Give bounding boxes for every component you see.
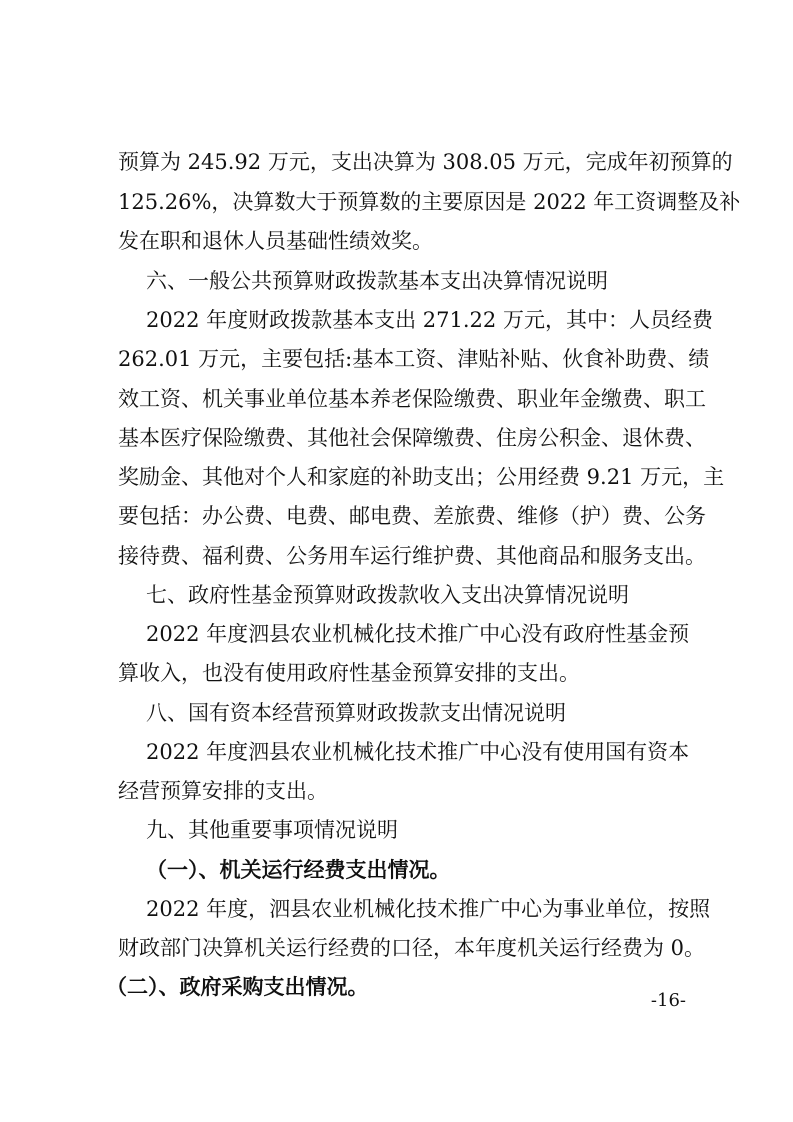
section-heading-6: 六、一般公共预算财政拨款基本支出决算情况说明 (146, 269, 608, 293)
paragraph-line-9: 要包括：办公费、电费、邮电费、差旅费、维修（护）费、公务 (118, 504, 706, 528)
paragraph-line-6: 效工资、机关事业单位基本养老保险缴费、职业年金缴费、职工 (118, 387, 706, 411)
section-heading-9: 九、其他重要事项情况说明 (146, 818, 398, 842)
paragraph-line-13: 2022 年度泗县农业机械化技术推广中心没有使用国有资本 (146, 740, 690, 764)
paragraph-line-10: 接待费、福利费、公务用车运行维护费、其他商品和服务支出。 (118, 544, 706, 568)
paragraph-line-12: 算收入，也没有使用政府性基金预算安排的支出。 (118, 661, 580, 685)
paragraph-line-4: 2022 年度财政拨款基本支出 271.22 万元，其中：人员经费 (146, 308, 713, 332)
subsection-heading-1: （一）、机关运行经费支出情况。 (146, 857, 451, 882)
paragraph-line-15: 2022 年度，泗县农业机械化技术推广中心为事业单位，按照 (146, 897, 711, 921)
paragraph-line-11: 2022 年度泗县农业机械化技术推广中心没有政府性基金预 (146, 622, 690, 646)
paragraph-line-7: 基本医疗保险缴费、其他社会保障缴费、住房公积金、退休费、 (118, 426, 706, 450)
subsection-heading-2: （二）、政府采购支出情况。 (106, 974, 369, 999)
page-number: -16- (650, 990, 686, 1011)
paragraph-line-14: 经营预算安排的支出。 (118, 779, 328, 803)
paragraph-line-1: 预算为 245.92 万元，支出决算为 308.05 万元，完成年初预算的 (118, 150, 733, 174)
paragraph-line-8: 奖励金、其他对个人和家庭的补助支出；公用经费 9.21 万元，主 (118, 465, 725, 489)
section-heading-7: 七、政府性基金预算财政拨款收入支出决算情况说明 (146, 583, 629, 607)
paragraph-line-3: 发在职和退休人员基础性绩效奖。 (118, 229, 433, 253)
paragraph-line-2: 125.26%，决算数大于预算数的主要原因是 2022 年工资调整及补 (118, 190, 741, 214)
section-heading-8: 八、国有资本经营预算财政拨款支出情况说明 (146, 701, 566, 725)
paragraph-line-16: 财政部门决算机关运行经费的口径，本年度机关运行经费为 0。 (118, 936, 706, 960)
paragraph-line-5: 262.01 万元，主要包括:基本工资、津贴补贴、伙食补助费、绩 (118, 347, 710, 371)
